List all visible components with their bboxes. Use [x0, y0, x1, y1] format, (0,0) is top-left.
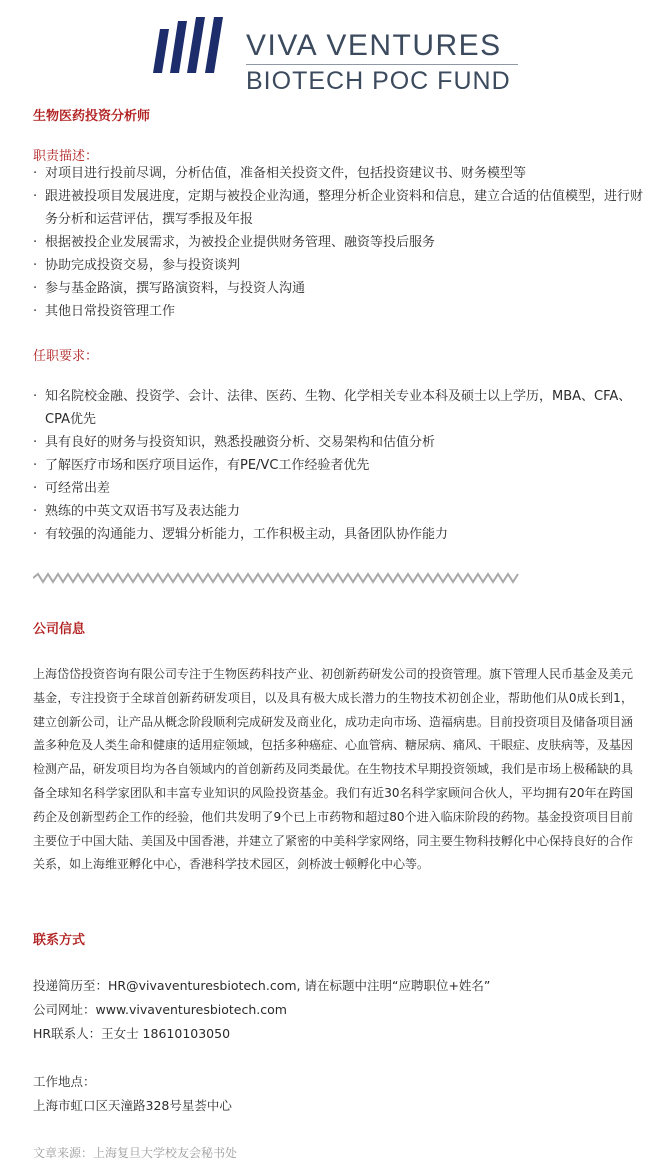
- list-item: · 跟进被投项目发展进度，定期与被投企业沟通，整理分析企业资料和信息，建立合适的估值模型，进行财务分析和运营评估，撰写季报及年报: [33, 189, 644, 227]
- list-item: · 对项目进行投前尽调，分析估值，准备相关投资文件，包括投资建议书、财务模型等: [33, 166, 527, 181]
- requirements-label: 任职要求：: [33, 349, 99, 364]
- list-item: · 了解医疗市场和医疗项目运作，有PE/VC工作经验者优先: [33, 458, 370, 473]
- four-slanted-bars-logo-icon: [150, 17, 230, 77]
- logo-title: VIVA VENTURES: [246, 29, 502, 62]
- company-description: 上海岱岱投资咨询有限公司专注于生物医药科技产业、初创新药研发公司的投资管理。旗下管理人民币基金及美元基金，专注投资于全球首创新药研发项目，以及具有极大成长潜力的生物技术初创企业，帮助他们从0成长到1，建立创新公司，让产品从概念阶段顺利完成研发及商业化，成功走向市场、造福病患。目前投资项目及储备项目涵盖多种危及人类生命和健康的适用症领域，包括多种癌症、心血管病、糖尿病、痛风、干眼症、皮肤病等，及基因检测产品，研发项目均为各自领域内的首创新药及同类最优。在生物技术早期投资领域，我们是市场上极稀缺的具备全球知名科学家团队和丰富专业知识的风险投资基金。我们有近30名科学家顾问合伙人，平均拥有20年在跨国药企及创新型药企工作的经验，他们共发明了9个已上市药物和超过80个进入临床阶段的药物。基金投资项目目前主要位于中国大陆、美国及中国香港，并建立了紧密的中美科学家网络，同主要生物科技孵化中心保持良好的合作关系，如上海维亚孵化中心，香港科学技术园区，剑桥波士顿孵化中心等。: [33, 667, 634, 872]
- resume-email-line: 投递简历至：HR@vivaventuresbiotech.com, 请在标题中注明“应聘职位+姓名”: [33, 978, 491, 993]
- duties-list: [33, 162, 653, 323]
- list-item: · 知名院校金融、投资学、会计、法律、医药、生物、化学相关专业本科及硕士以上学历，MBA、CFA、CPA优先: [33, 389, 632, 427]
- list-item: · 熟练的中英文双语书写及表达能力: [33, 504, 241, 519]
- duties-label: 职责描述：: [33, 149, 99, 164]
- logo-divider: [246, 64, 518, 65]
- hr-contact-line: HR联系人：王女士 18610103050: [33, 1026, 231, 1041]
- website-line: 公司网址：www.vivaventuresbiotech.com: [33, 1002, 287, 1017]
- contact-heading: 联系方式: [33, 933, 86, 948]
- work-location: 上海市虹口区天潼路328号星荟中心: [33, 1098, 232, 1113]
- list-item: · 有较强的沟通能力、逻辑分析能力，工作积极主动，具备团队协作能力: [33, 527, 449, 542]
- article-source: 文章来源：上海复旦大学校友会秘书处: [33, 1146, 238, 1160]
- list-item: · 根据被投企业发展需求，为被投企业提供财务管理、融资等投后服务: [33, 235, 436, 250]
- requirements-list: [33, 385, 653, 546]
- logo-subtitle: BIOTECH POC FUND: [246, 67, 511, 95]
- company-heading: 公司信息: [33, 622, 86, 637]
- list-item: · 协助完成投资交易，参与投资谈判: [33, 258, 241, 273]
- list-item: · 其他日常投资管理工作: [33, 304, 176, 319]
- list-item: · 可经常出差: [33, 481, 111, 496]
- viva-ventures-logo: [150, 17, 520, 95]
- location-label: 工作地点：: [33, 1074, 96, 1089]
- job-title: 生物医药投资分析师: [33, 109, 151, 124]
- list-item: · 参与基金路演，撰写路演资料，与投资人沟通: [33, 281, 306, 296]
- list-item: · 具有良好的财务与投资知识，熟悉投融资分析、交易架构和估值分析: [33, 435, 436, 450]
- wavy-divider: [33, 571, 519, 585]
